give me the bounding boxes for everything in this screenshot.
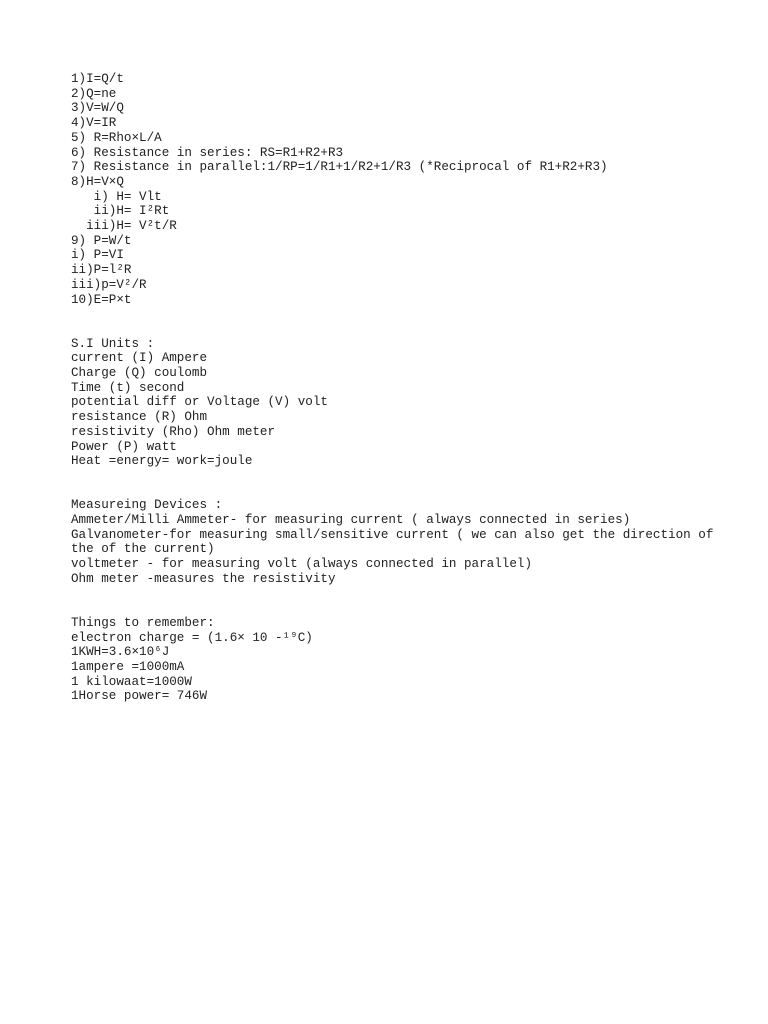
unit-line: Power (P) watt bbox=[71, 439, 177, 454]
spacer bbox=[71, 601, 731, 616]
formula-line: i) H= Vlt bbox=[71, 189, 162, 204]
formula-line: ii)H= I²Rt bbox=[71, 204, 170, 219]
spacer bbox=[71, 469, 731, 484]
unit-line: Heat =energy= work=joule bbox=[71, 454, 253, 469]
remember-section bbox=[71, 616, 731, 704]
section-heading: S.I Units : bbox=[71, 336, 155, 351]
formula-line: 6) Resistance in series: RS=R1+R2+R3 bbox=[71, 145, 344, 160]
unit-line: current (I) Ampere bbox=[71, 351, 208, 366]
fact-line: electron charge = (1.6× 10 -¹⁹C) bbox=[71, 630, 313, 645]
formulas-section bbox=[71, 72, 731, 307]
fact-line: 1ampere =1000mA bbox=[71, 660, 185, 675]
spacer bbox=[71, 484, 731, 499]
formula-line: ii)P=l²R bbox=[71, 263, 132, 278]
spacer bbox=[71, 307, 731, 322]
device-line: voltmeter - for measuring volt (always connected in parallel) bbox=[71, 557, 533, 572]
formula-line: iii)p=V²/R bbox=[71, 277, 147, 292]
section-heading: Things to remember: bbox=[71, 615, 215, 630]
devices-section bbox=[71, 498, 731, 586]
unit-line: resistance (R) Ohm bbox=[71, 410, 208, 425]
formula-line: 3)V=W/Q bbox=[71, 101, 124, 116]
formula-line: i) P=VI bbox=[71, 248, 124, 263]
document-page bbox=[71, 72, 731, 704]
section-heading: Measureing Devices : bbox=[71, 498, 223, 513]
formula-line: 1)I=Q/t bbox=[71, 72, 124, 86]
formula-line: iii)H= V²t/R bbox=[71, 219, 177, 234]
spacer bbox=[71, 587, 731, 602]
formula-line: 7) Resistance in parallel:1/RP=1/R1+1/R2+1/R3 (*Reciprocal of R1+R2+R3) bbox=[71, 160, 608, 175]
device-line: Galvanometer-for measuring small/sensitive current ( we can also get the direction of the of the current) bbox=[71, 527, 721, 557]
formula-line: 4)V=IR bbox=[71, 116, 117, 131]
unit-line: potential diff or Voltage (V) volt bbox=[71, 395, 328, 410]
device-line: Ohm meter -measures the resistivity bbox=[71, 571, 336, 586]
formula-line: 10)E=P×t bbox=[71, 292, 132, 307]
formula-line: 9) P=W/t bbox=[71, 233, 132, 248]
device-line: Ammeter/Milli Ammeter- for measuring current ( always connected in series) bbox=[71, 513, 631, 528]
fact-line: 1 kilowaat=1000W bbox=[71, 674, 192, 689]
si-units-section bbox=[71, 337, 731, 469]
spacer bbox=[71, 322, 731, 337]
unit-line: Time (t) second bbox=[71, 380, 185, 395]
unit-line: resistivity (Rho) Ohm meter bbox=[71, 424, 276, 439]
fact-line: 1Horse power= 746W bbox=[71, 689, 208, 704]
formula-line: 5) R=Rho×L/A bbox=[71, 130, 162, 145]
formula-line: 2)Q=ne bbox=[71, 86, 117, 101]
fact-line: 1KWH=3.6×10⁶J bbox=[71, 645, 170, 660]
formula-line: 8)H=V×Q bbox=[71, 174, 124, 189]
unit-line: Charge (Q) coulomb bbox=[71, 366, 208, 381]
